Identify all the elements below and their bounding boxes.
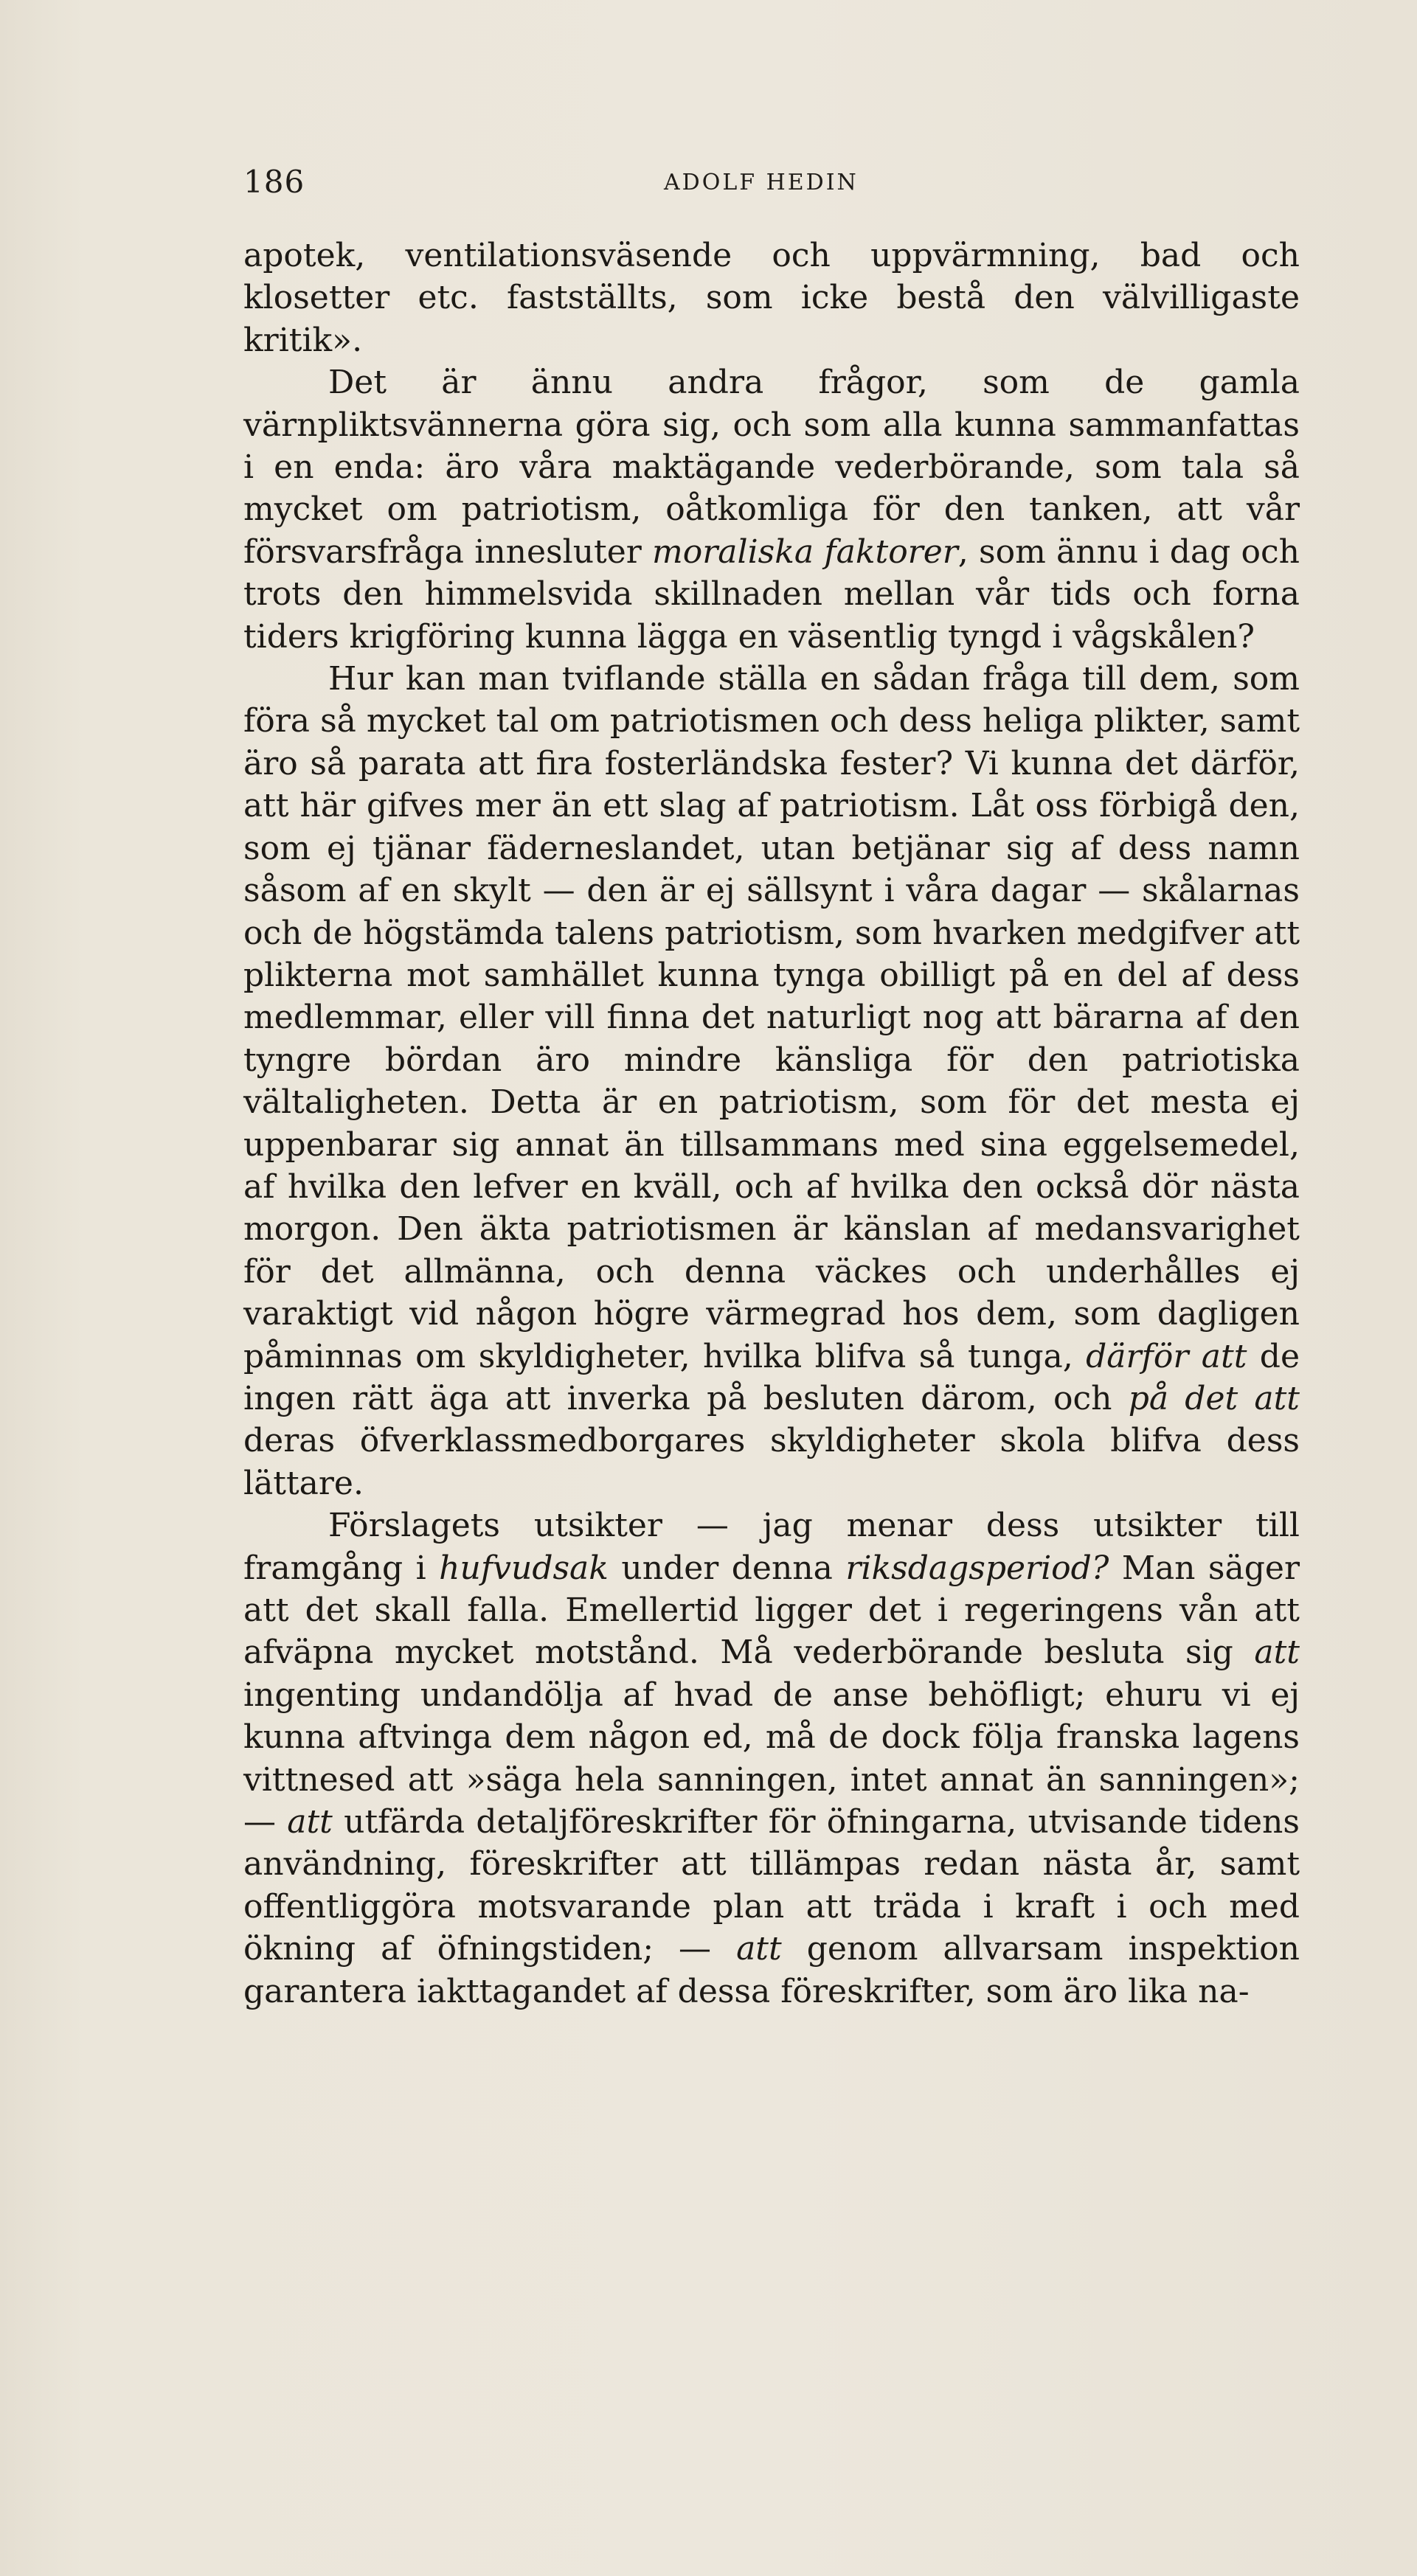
italic-text-segment: att bbox=[287, 1803, 333, 1841]
paragraph bbox=[243, 1504, 1300, 2013]
page-header bbox=[243, 164, 1298, 208]
italic-text-segment: att bbox=[736, 1930, 782, 1968]
italic-text-segment: moraliska faktorer bbox=[652, 532, 958, 571]
body-text bbox=[243, 235, 1300, 2013]
text-segment: under denna bbox=[608, 1549, 846, 1587]
text-segment: apotek, ventilationsväsende och uppvärmning, bad och klosetter etc. fastställts, som icke bestå den välvilligaste kritik». bbox=[243, 237, 1300, 359]
text-segment: Förslagets utsikter — jag menar dess utsikter till framgång i bbox=[243, 1507, 1300, 1587]
running-head: ADOLF HEDIN bbox=[664, 170, 859, 195]
paragraph bbox=[243, 658, 1300, 1504]
text-segment: ingenting undandölja af hvad de anse behöfligt; ehuru vi ej kunna aftvinga dem någon ed, må de dock följa franska lagens vittnesed att »säga hela sanningen, intet annat än sanningen»; — bbox=[243, 1676, 1300, 1841]
italic-text-segment: på det att bbox=[1128, 1379, 1300, 1417]
page-number: 186 bbox=[243, 164, 305, 200]
text-segment: , som ännu i dag och trots den himmelsvida skillnaden mellan vår tids och forna tiders krigföring kunna lägga en väsentlig tyngd i vågskålen? bbox=[243, 532, 1300, 656]
text-segment: de ingen rätt äga att inverka på besluten därom, och bbox=[243, 1337, 1300, 1417]
italic-text-segment: att bbox=[1254, 1634, 1300, 1672]
text-segment: Man säger att det skall falla. Emellertid ligger det i regeringens vån att afväpna mycket motstånd. Må vederbörande besluta sig bbox=[243, 1549, 1300, 1672]
italic-text-segment: därför att bbox=[1086, 1337, 1247, 1375]
text-segment: deras öfverklassmedborgares skyldigheter skola blifva dess lättare. bbox=[243, 1422, 1300, 1502]
paragraph bbox=[243, 361, 1300, 658]
italic-text-segment: hufvudsak bbox=[439, 1549, 609, 1587]
text-segment: genom allvarsam inspektion garantera iakttagandet af dessa föreskrifter, som äro lika na- bbox=[243, 1930, 1300, 2010]
paragraph bbox=[243, 235, 1300, 361]
italic-text-segment: riksdagsperiod? bbox=[845, 1549, 1109, 1587]
text-segment: Det är ännu andra frågor, som de gamla värnpliktsvännerna göra sig, och som alla kunna sammanfattas i en enda: äro våra maktägande vederbörande, som tala så mycket om patriotism, oåtkomliga för den tanken, att vår försvarsfråga innesluter bbox=[243, 364, 1300, 571]
text-segment: Hur kan man tviflande ställa en sådan fråga till dem, som föra så mycket tal om patriotismen och dess heliga plikter, samt äro så parata att fira fosterländska fester? Vi kunna det därför, att här gifves mer än ett slag af patriotism. Låt oss förbigå den, som ej tjänar fäderneslandet, utan betjänar sig af dess namn såsom af en skylt — den är ej sällsynt i våra dagar — skålarnas och de högstämda talens patriotism, som hvarken medgifver att plikterna mot samhället kunna tynga obilligt på en del af dess medlemmar, eller vill finna det naturligt nog att bärarna af den tyngre bördan äro mindre känsliga för den patriotiska vältaligheten. Detta är en patriotism, som för det mesta ej uppenbarar sig annat än tillsammans med sina eggelsemedel, af hvilka den lefver en kväll, och af hvilka den också dör nästa morgon. Den äkta patriotismen är känslan af medansvarighet för det allmänna, och denna väckes och underhålles ej varaktigt vid någon högre värmegrad hos dem, som dagligen påminnas om skyldigheter, hvilka blifva så tunga, bbox=[243, 660, 1300, 1375]
text-segment: utfärda detaljföreskrifter för öfningarna, utvisande tidens användning, föreskrifter att tillämpas redan nästa år, samt offentliggöra motsvarande plan att träda i kraft i och med ökning af öfningstiden; — bbox=[243, 1803, 1300, 1968]
